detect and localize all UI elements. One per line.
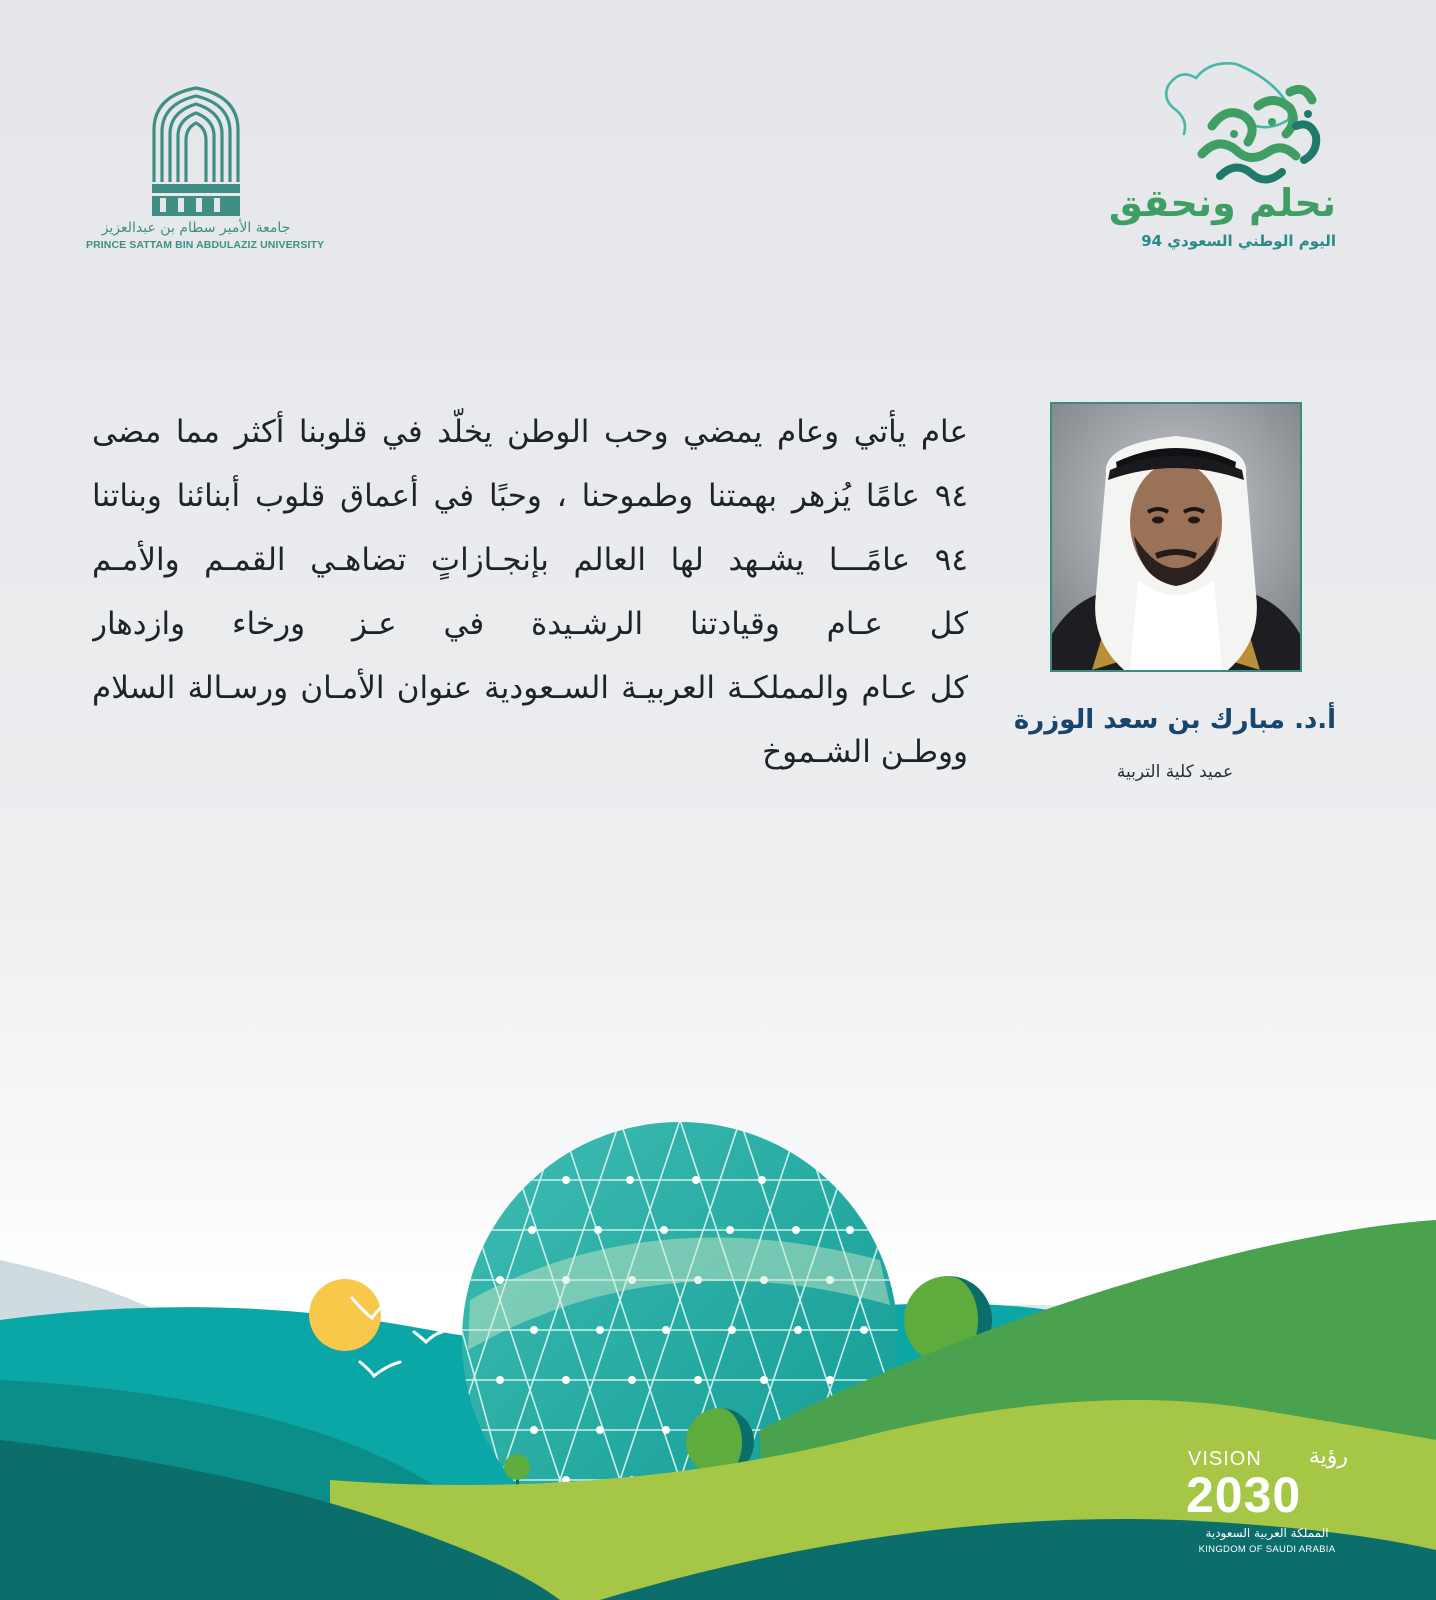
poem-text xyxy=(92,400,968,784)
national-day-logo xyxy=(1110,56,1350,256)
kingdom-name-english: KINGDOM OF SAUDI ARABIA xyxy=(1198,1544,1336,1555)
vision-year: 2030 xyxy=(1186,1467,1302,1523)
portrait-illustration xyxy=(1052,404,1300,670)
poem-line: كل عـام والمملكـة العربيـة السـعودية عنوان الأمـان ورسـالة السلام xyxy=(92,670,968,706)
national-day-subtitle: اليوم الوطني السعودي 94 xyxy=(1141,232,1336,250)
university-arch-icon xyxy=(148,86,244,221)
person-title: عميد كلية التربية xyxy=(1116,762,1234,782)
vision-2030-logo xyxy=(1180,1444,1350,1558)
university-logo xyxy=(86,86,325,256)
poem-line: ووطـن الشـموخ xyxy=(762,734,968,770)
kingdom-name-arabic: المملكة العربية السعودية xyxy=(1205,1526,1329,1540)
university-name-english: PRINCE SATTAM BIN ABDULAZIZ UNIVERSITY xyxy=(86,239,325,251)
national-day-slogan: نحلم ونحقق xyxy=(1108,181,1336,225)
poem-line: عام يأتي وعام يمضي وحب الوطن يخلّد في قلوبنا أكثر مما مضى xyxy=(92,414,968,450)
saudi-map-calligraphy-icon xyxy=(1140,56,1340,191)
poem-line: ٩٤ عامًا يُزهر بهمتنا وطموحنا ، وحبًا في أعماق قلوب أبنائنا وبناتنا xyxy=(92,478,968,514)
poem-line: ٩٤ عامًـــا يشـهد لها العالم بإنجـازاتٍ تضاهـي القمـم والأمـم xyxy=(92,542,968,578)
person-name: أ.د. مبارك بن سعد الوزرة xyxy=(1013,705,1337,735)
vision-english: VISION xyxy=(1188,1448,1262,1470)
portrait-photo xyxy=(1050,402,1302,672)
vision-arabic: رؤية xyxy=(1308,1444,1348,1469)
university-name-arabic: جامعة الأمير سطام بن عبدالعزيز xyxy=(101,220,291,236)
poem-line: كل عـام وقيادتنا الرشـيدة في عـز ورخاء وازدهار xyxy=(92,606,968,642)
